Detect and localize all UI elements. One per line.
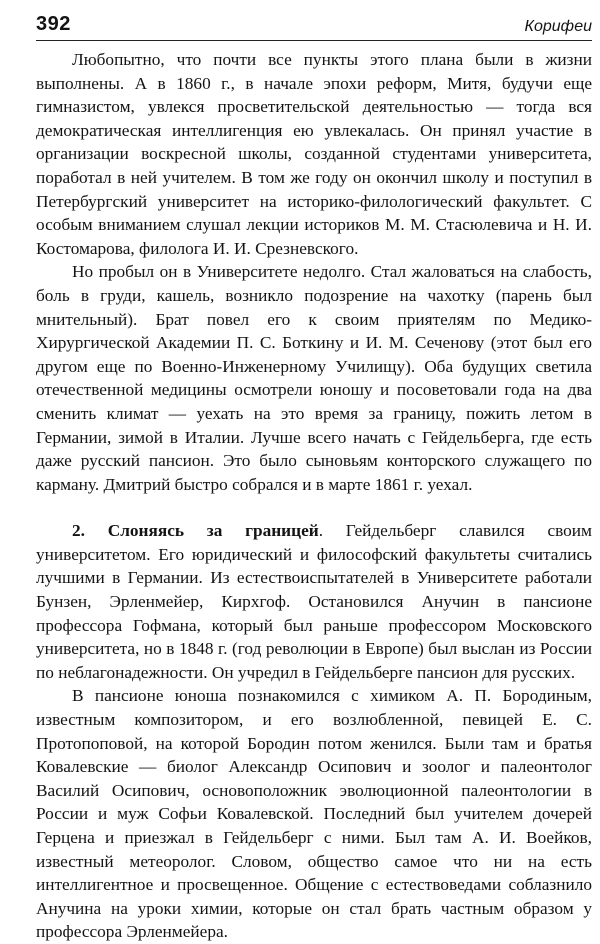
running-head-title: Корифеи: [524, 18, 592, 35]
section-paragraph: [36, 519, 592, 684]
page-number: 392: [36, 13, 71, 35]
section-heading: 2. Слоняясь за границей: [72, 521, 319, 541]
paragraph: Любопытно, что почти все пункты этого плана были в жизни выполнены. А в 1860 г., в начале эпохи реформ, Митя, будучи еще гимназистом, увлекся просветительской деятельностью — тогда вся демократическая интеллигенция ею увлекалась. Он принял участие в организации воскресной школы, созданной студентами университета, поработал в ней учителем. В том же году он окончил школу и поступил в Петербургский университет на историко-филологический факультет. С особым вниманием слушал лекции историков М. М. Стасюлевича и Н. И. Костомарова, филолога И. И. Срезневского.: [36, 50, 592, 258]
paragraph-text: . Гейдельберг славился своим университетом. Его юридический и философский факультеты считались лучшими в Германии. Из естествоиспытателей в Университете работали Бунзен, Эрленмейер, Кирхгоф. Остановился Анучин в пансионе профессора Гофмана, который был раньше профессором Московского университета, но в 1848 г. (год революции в Европе) был выслан из России по неблагонадежности. Он учредил в Гейдельберге пансион для русских.: [36, 521, 592, 682]
paragraph: Но пробыл он в Университете недолго. Стал жаловаться на слабость, боль в груди, кашель, возникло подозрение на чахотку (парень был мнительный). Брат повел его к своим приятелям по Медико-Хирургической Академии П. С. Боткину и И. М. Сеченову (этот был его другом еще по Военно-Инженерному Училищу). Оба будущих светила отечественной медицины осмотрели юношу и посоветовали года на два сменить климат — уехать на это время за границу, пожить летом в Германии, зимой в Италии. Лучше всего начать с Гейдельберга, где есть даже русский пансион. Это было сыновьям конторского служащего по карману. Дмитрий быстро собрался и в марте 1861 г. уехал.: [36, 262, 592, 494]
running-head: [36, 10, 592, 41]
paragraph: В пансионе юноша познакомился с химиком А. П. Бородиным, известным композитором, и его возлюбленной, певицей Е. С. Протопоповой, на которой Бородин потом женился. Были там и братья Ковалевские — биолог Александр Осипович и зоолог и палеонтолог Василий Осипович, основоположник эволюционной палеонтологии в России и муж Софьи Ковалевской. Последний был учителем дочерей Герцена и приезжал в Гейдельберг с ними. Был там А. И. Воейков, известный метеоролог. Словом, общество самое что ни на есть интеллигентное и просвещенное. Общение с естествоведами соблазнило Анучина на уроки химии, которые он стал брать частным образом у профессора Эрленмейера.: [36, 686, 592, 942]
body-text: [36, 48, 592, 944]
